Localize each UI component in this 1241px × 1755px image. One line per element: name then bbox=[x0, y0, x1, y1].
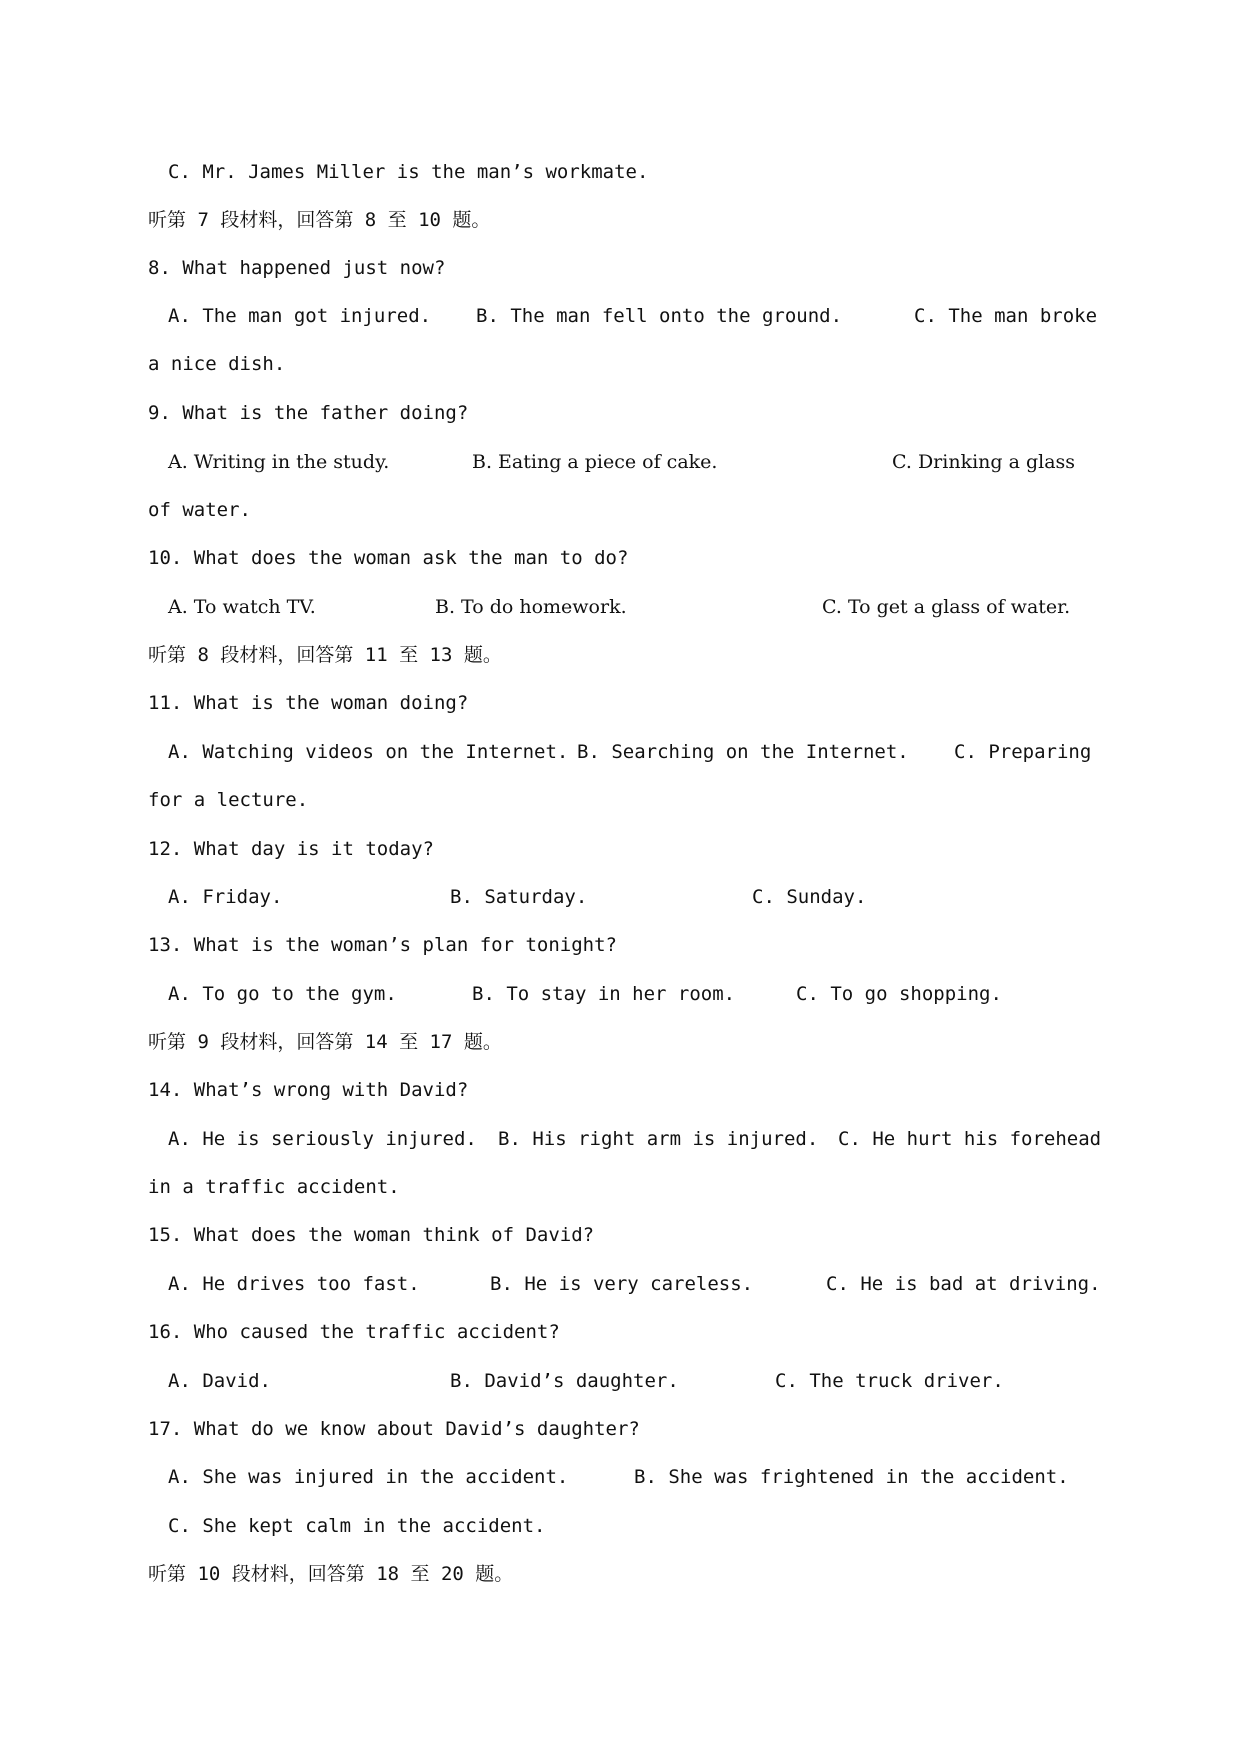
option-b-q11: B. Searching on the Internet. bbox=[577, 741, 909, 763]
option-c-q9: C. Drinking a glass bbox=[892, 451, 1076, 473]
question-14: 14. What’s wrong with David? bbox=[148, 1079, 469, 1101]
option-b-q9: B. Eating a piece of cake. bbox=[472, 451, 718, 473]
question-12: 12. What day is it today? bbox=[148, 838, 434, 860]
option-a-q9: A. Writing in the study. bbox=[168, 451, 390, 473]
question-10: 10. What does the woman ask the man to do? bbox=[148, 547, 629, 569]
option-b-q10: B. To do homework. bbox=[435, 596, 627, 618]
option-c-q15: C. He is bad at driving. bbox=[826, 1273, 1101, 1295]
option-b-q13: B. To stay in her room. bbox=[472, 983, 736, 1005]
question-17: 17. What do we know about David’s daughter? bbox=[148, 1418, 640, 1440]
question-11: 11. What is the woman doing? bbox=[148, 692, 469, 714]
section-heading-10: 听第 10 段材料，回答第 18 至 20 题。 bbox=[148, 1563, 514, 1585]
option-c-q17: C. She kept calm in the accident. bbox=[168, 1515, 546, 1537]
option-b-q17: B. She was frightened in the accident. bbox=[634, 1466, 1069, 1488]
question-13: 13. What is the woman’s plan for tonight? bbox=[148, 934, 617, 956]
option-c-q11: C. Preparing bbox=[954, 741, 1092, 763]
option-b-q12: B. Saturday. bbox=[450, 886, 588, 908]
option-a-q16: A. David. bbox=[168, 1370, 271, 1392]
option-a-q14: A. He is seriously injured. bbox=[168, 1128, 477, 1150]
option-b-q16: B. David’s daughter. bbox=[450, 1370, 679, 1392]
option-a-q13: A. To go to the gym. bbox=[168, 983, 397, 1005]
question-15: 15. What does the woman think of David? bbox=[148, 1224, 595, 1246]
option-b-q8: B. The man fell onto the ground. bbox=[476, 305, 843, 327]
option-c-q10: C. To get a glass of water. bbox=[822, 596, 1071, 618]
option-a-q12: A. Friday. bbox=[168, 886, 283, 908]
section-heading-8: 听第 8 段材料，回答第 11 至 13 题。 bbox=[148, 644, 502, 666]
option-c-q11-cont: for a lecture. bbox=[148, 789, 309, 811]
section-heading-9: 听第 9 段材料，回答第 14 至 17 题。 bbox=[148, 1031, 502, 1053]
option-c-q9-cont: of water. bbox=[148, 499, 251, 521]
option-a-q15: A. He drives too fast. bbox=[168, 1273, 420, 1295]
option-b-q14: B. His right arm is injured. bbox=[498, 1128, 819, 1150]
option-c-q14: C. He hurt his forehead bbox=[838, 1128, 1102, 1150]
option-c-q14-cont: in a traffic accident. bbox=[148, 1176, 400, 1198]
option-b-q15: B. He is very careless. bbox=[490, 1273, 754, 1295]
option-a-q11: A. Watching videos on the Internet. bbox=[168, 741, 569, 763]
option-c-q12: C. Sunday. bbox=[752, 886, 867, 908]
option-c-q8-cont: a nice dish. bbox=[148, 353, 286, 375]
option-c-q16: C. The truck driver. bbox=[775, 1370, 1004, 1392]
question-9: 9. What is the father doing? bbox=[148, 402, 469, 424]
option-c-q7: C. Mr. James Miller is the man’s workmate. bbox=[168, 161, 649, 183]
question-16: 16. Who caused the traffic accident? bbox=[148, 1321, 560, 1343]
option-c-q13: C. To go shopping. bbox=[796, 983, 1002, 1005]
option-a-q8: A. The man got injured. bbox=[168, 305, 432, 327]
option-c-q8: C. The man broke bbox=[914, 305, 1098, 327]
option-a-q17: A. She was injured in the accident. bbox=[168, 1466, 569, 1488]
question-8: 8. What happened just now? bbox=[148, 257, 446, 279]
section-heading-7: 听第 7 段材料，回答第 8 至 10 题。 bbox=[148, 209, 491, 231]
option-a-q10: A. To watch TV. bbox=[168, 596, 316, 618]
